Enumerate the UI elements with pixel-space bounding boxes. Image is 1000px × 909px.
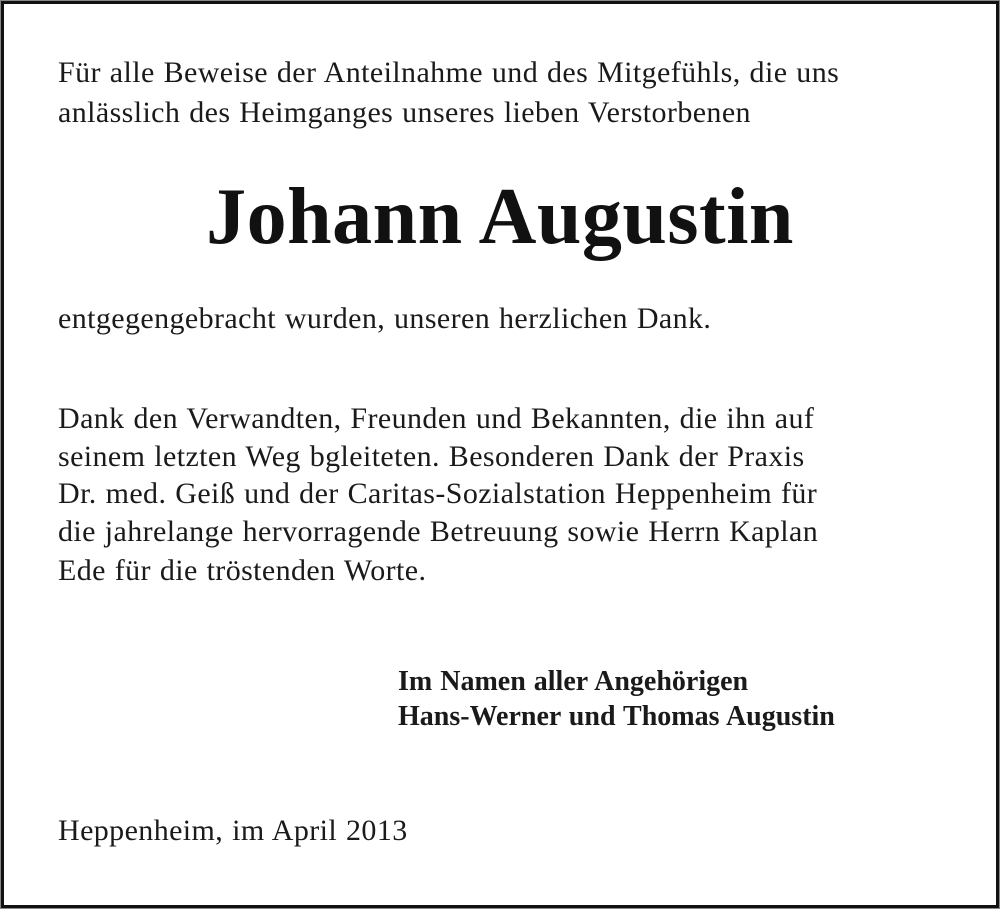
thanks-line: entgegengebracht wurden, unseren herzlichen Dank. xyxy=(58,302,712,335)
paragraph-line-4: die jahrelange hervorragende Betreuung sowie Herrn Kaplan xyxy=(58,515,819,548)
signature-line-2: Hans-Werner und Thomas Augustin xyxy=(398,701,835,732)
paragraph-line-2: seinem letzten Weg bgleiteten. Besonderen Dank der Praxis xyxy=(58,440,805,473)
intro-line-2: anlässlich des Heimganges unseres lieben Verstorbenen xyxy=(58,96,751,129)
paragraph-line-1: Dank den Verwandten, Freunden und Bekannten, die ihn auf xyxy=(58,402,815,435)
signature-line-1: Im Namen aller Angehörigen xyxy=(398,666,749,697)
paragraph-line-5: Ede für die tröstenden Worte. xyxy=(58,554,427,587)
intro-line-1: Für alle Beweise der Anteilnahme und des Mitgefühls, die uns xyxy=(58,56,840,89)
place-date: Heppenheim, im April 2013 xyxy=(58,814,408,847)
deceased-name: Johann Augustin xyxy=(206,173,794,261)
paragraph-line-3: Dr. med. Geiß und der Caritas-Sozialstation Heppenheim für xyxy=(58,477,818,510)
